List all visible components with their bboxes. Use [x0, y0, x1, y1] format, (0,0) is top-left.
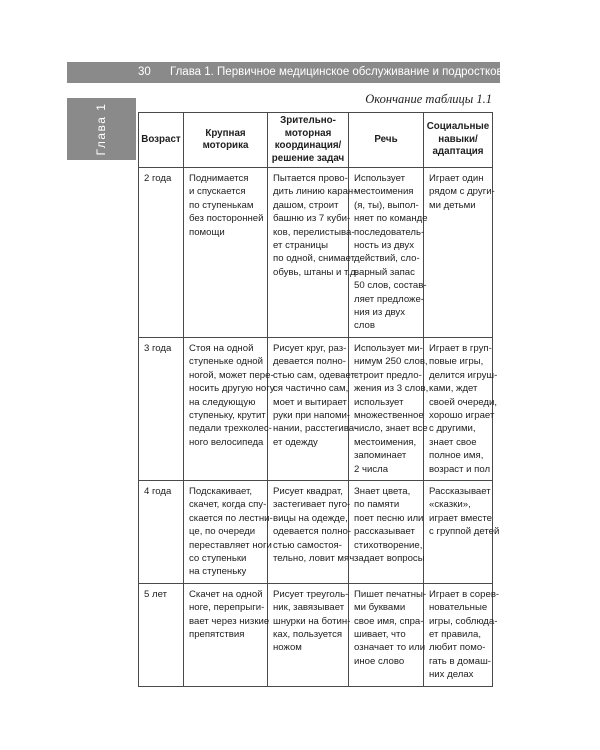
table-row: [139, 168, 493, 338]
cell-line: застегивает пуго-: [273, 499, 351, 511]
cell-line: ния из двух: [354, 307, 406, 319]
cell-line: скается по лестни-: [189, 512, 273, 524]
cell-gross-motor: [184, 168, 268, 338]
cell-line: Скачет на одной: [189, 588, 263, 600]
running-header: [67, 62, 572, 83]
cell-line: вицы на одежде,: [273, 512, 348, 524]
column-header-gross-motor: [184, 113, 268, 168]
chapter-side-tab: [67, 98, 136, 160]
cell-line: Социальные: [426, 121, 490, 133]
cell-line: по одной, снимает: [273, 253, 356, 265]
cell-line: Поднимается: [189, 173, 249, 184]
cell-line: с другими,: [429, 423, 476, 435]
cell-line: одевается полно-: [273, 526, 352, 538]
cell-line: шнурки на ботин-: [273, 615, 351, 627]
cell-line: использует: [354, 396, 404, 408]
cell-line: обувь, штаны и т.д.: [273, 266, 359, 278]
cell-line: Рассказывает: [429, 485, 491, 497]
cell-line: ступеньке одной: [189, 356, 263, 368]
cell-line: Знает цвета,: [354, 485, 411, 497]
cell-line: нимум 250 слов,: [354, 356, 428, 368]
cell-line: Пишет печатны-: [354, 588, 427, 600]
cell-line: варный запас: [354, 266, 415, 278]
cell-line: Использует: [354, 173, 405, 184]
cell-line: ет правила,: [429, 629, 481, 640]
cell-age: [139, 480, 184, 583]
cell-line: ков, перелистыва-: [273, 226, 355, 238]
cell-line: ногой, может пере-: [189, 369, 274, 381]
cell-line: любит помо-: [429, 642, 486, 654]
cell-line: местоимения,: [354, 436, 417, 448]
cell-line: иное слово: [354, 655, 405, 667]
cell-speech: [349, 337, 429, 480]
cell-line: моет и вытирает: [273, 396, 347, 408]
cell-line: 2 числа: [354, 463, 389, 475]
cell-line: рассказывает: [354, 526, 415, 538]
cell-line: вает через низкие: [189, 615, 270, 627]
table-caption: Окончание таблицы 1.1: [365, 92, 492, 106]
table-header-row: [139, 113, 493, 168]
cell-line: (я, ты), выпол-: [354, 199, 419, 211]
cell-line: на ступеньку: [189, 566, 247, 578]
cell-line: игры, соблюда-: [429, 615, 498, 627]
cell-line: ся частично сам,: [273, 383, 349, 395]
cell-line: них делах: [429, 669, 474, 681]
column-header-speech: [349, 113, 424, 168]
cell-line: 5 лет: [144, 588, 168, 600]
cell-line: гать в домаш-: [429, 655, 491, 667]
cell-line: и спускается: [189, 186, 246, 198]
cell-line: ками, ждет: [429, 383, 478, 395]
cell-line: Рисует треуголь-: [273, 588, 349, 600]
cell-line: ет страницы: [273, 240, 328, 252]
cell-line: педали трехколес-: [189, 423, 272, 435]
cell-line: ножом: [273, 642, 302, 654]
column-header-age: [139, 113, 184, 168]
cell-line: Стоя на одной: [189, 342, 254, 354]
cell-line: адаптация: [432, 146, 484, 158]
cell-line: множественное: [354, 409, 424, 421]
cell-line: Подскакивает,: [189, 485, 253, 497]
cell-line: строит предло-: [354, 369, 422, 381]
cell-line: знает свое: [429, 436, 477, 448]
cell-social: [424, 480, 500, 583]
chapter-title: Глава 1. Первичное медицинское обслуживание и подростковая медицина: [170, 66, 572, 78]
cell-line: 3 года: [144, 342, 172, 354]
cell-line: ми детьми: [429, 199, 476, 211]
cell-line: Играет один: [429, 173, 484, 184]
chapter-side-tab-label: Глава 1: [94, 102, 108, 156]
cell-line: ного велосипеда: [189, 436, 264, 448]
cell-line: девается полно-: [273, 356, 346, 368]
cell-line: слов: [354, 320, 375, 332]
table-row: [139, 337, 493, 480]
cell-line: Возраст: [141, 133, 181, 145]
cell-age: [139, 583, 184, 686]
cell-line: со ступеньки: [189, 552, 247, 564]
cell-line: нании, расстегива-: [273, 423, 358, 435]
cell-line: препятствия: [189, 629, 245, 640]
cell-line: последователь-: [354, 226, 425, 238]
cell-speech: [349, 583, 427, 686]
cell-line: с группой детей: [429, 526, 500, 538]
cell-line: 2 года: [144, 173, 172, 184]
cell-line: своей очереди,: [429, 396, 498, 408]
cell-visual-motor: [268, 583, 349, 686]
cell-visual-motor: [268, 168, 359, 338]
cell-line: ступеньку, крутит: [189, 409, 266, 421]
column-header-social: [424, 113, 493, 168]
cell-line: переставляет ноги: [189, 539, 272, 551]
cell-line: без посторонней: [189, 213, 264, 225]
cell-line: дить линию каран-: [273, 186, 357, 198]
cell-line: стихотворение,: [354, 539, 423, 551]
cell-line: Рисует квадрат,: [273, 485, 343, 497]
cell-line: руки при напоми-: [273, 409, 351, 421]
cell-line: ляет предложе-: [354, 293, 425, 305]
cell-line: делится игруш-: [429, 369, 498, 381]
cell-line: новательные: [429, 602, 488, 614]
cell-line: по памяти: [354, 499, 400, 511]
cell-line: Играет в сорев-: [429, 588, 500, 600]
cell-social: [424, 168, 493, 338]
cell-line: означает то или: [354, 642, 426, 654]
cell-line: координация/: [274, 140, 342, 151]
cell-line: 50 слов, состав-: [354, 280, 427, 292]
cell-line: Рисует круг, раз-: [273, 342, 347, 354]
cell-line: ноге, перепрыги-: [189, 602, 265, 614]
cell-line: «сказки»,: [429, 499, 471, 511]
cell-gross-motor: [184, 480, 273, 583]
cell-line: скачет, когда спу-: [189, 499, 267, 511]
cell-line: ник, завязывает: [273, 602, 345, 614]
cell-gross-motor: [184, 583, 268, 686]
cell-speech: [349, 168, 428, 338]
cell-line: играет вместе: [429, 512, 492, 524]
cell-line: по ступенькам: [189, 199, 254, 211]
cell-visual-motor: [268, 337, 359, 480]
cell-line: це, по очереди: [189, 526, 256, 538]
cell-line: Использует ми-: [354, 342, 423, 354]
cell-line: 4 года: [144, 485, 172, 497]
page-number: 30: [138, 66, 151, 78]
cell-line: башню из 7 куби-: [273, 213, 351, 225]
cell-line: стью сам, одевает-: [273, 369, 359, 381]
cell-line: навыки/: [438, 133, 478, 145]
cell-line: тельно, ловит мяч: [273, 552, 355, 564]
cell-line: рядом с други-: [429, 186, 495, 198]
table-row: [139, 583, 493, 686]
cell-line: помощи: [189, 226, 225, 238]
table-row: [139, 480, 493, 583]
cell-line: действий, сло-: [354, 253, 420, 265]
cell-line: Пытается прово-: [273, 173, 348, 184]
cell-line: решение задач: [271, 152, 345, 164]
cell-line: возраст и пол: [429, 463, 491, 475]
cell-line: повые игры,: [429, 356, 484, 368]
cell-line: хорошо играет: [429, 409, 495, 421]
cell-line: запоминает: [354, 450, 407, 462]
column-header-visual-motor: [268, 113, 349, 168]
cell-line: задает вопросы: [354, 552, 425, 564]
cell-social: [424, 583, 500, 686]
cell-line: Играет в груп-: [429, 342, 492, 354]
cell-line: поет песню или: [354, 512, 424, 524]
cell-line: носить другую ногу: [189, 383, 275, 395]
cell-gross-motor: [184, 337, 275, 480]
cell-line: Речь: [374, 133, 398, 145]
cell-line: моторика: [202, 140, 249, 151]
cell-visual-motor: [268, 480, 355, 583]
cell-line: ность из двух: [354, 240, 414, 252]
cell-speech: [349, 480, 424, 583]
cell-line: свое имя, спра-: [354, 615, 424, 627]
cell-line: местоимения: [354, 186, 414, 198]
cell-line: дашом, строит: [273, 199, 339, 211]
cell-line: число, знает все: [354, 423, 428, 435]
cell-age: [139, 168, 184, 338]
development-table: [138, 112, 500, 687]
cell-line: няет по команде: [354, 213, 428, 225]
cell-line: полное имя,: [429, 450, 484, 462]
cell-line: Зрительно-: [280, 115, 336, 126]
cell-line: моторная: [284, 127, 332, 139]
cell-social: [424, 337, 498, 480]
cell-line: на следующую: [189, 396, 256, 408]
cell-line: шивает, что: [354, 629, 406, 640]
cell-line: ках, пользуется: [273, 629, 343, 640]
cell-line: Крупная: [205, 127, 246, 139]
cell-line: стью самостоя-: [273, 539, 342, 551]
cell-line: жения из 3 слов,: [354, 383, 429, 395]
cell-line: ет одежду: [273, 436, 318, 448]
cell-line: ми буквами: [354, 602, 406, 614]
cell-age: [139, 337, 184, 480]
